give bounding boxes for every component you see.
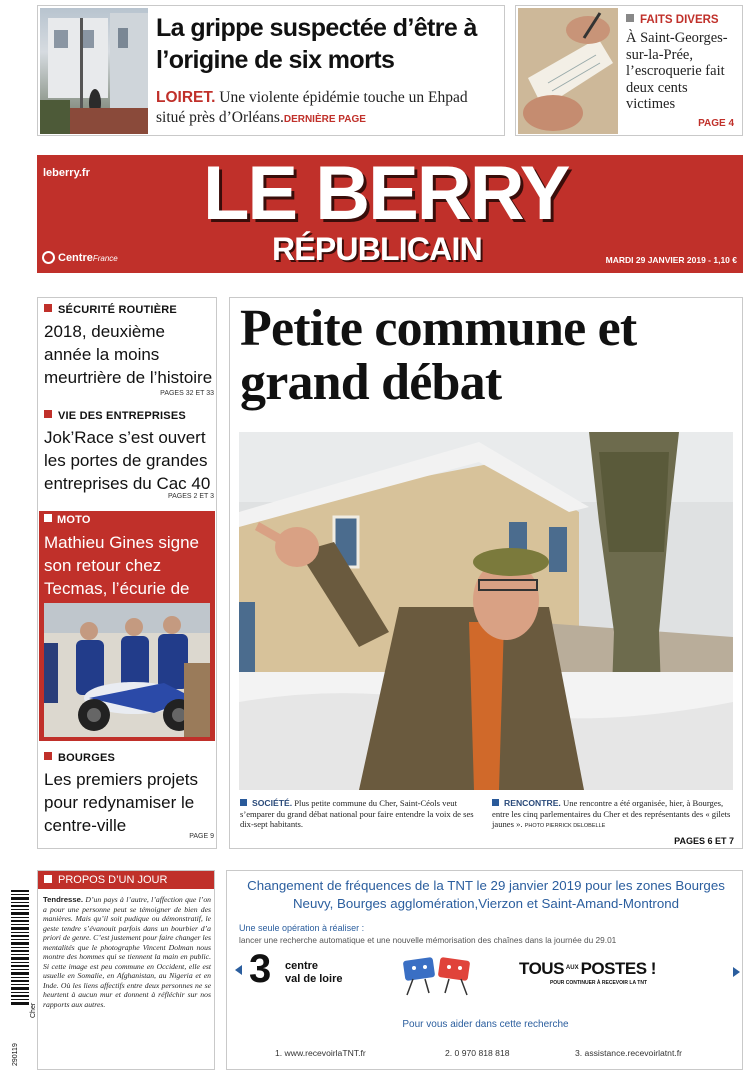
ad-link-2[interactable]: 2. 0 970 818 818 (445, 1048, 510, 1058)
logo3-sub: POUR CONTINUER À RECEVOIR LA TNT (549, 980, 647, 986)
sidebar-page-ref: PAGES 2 ET 3 (167, 493, 214, 500)
teaser-side-kicker (626, 14, 719, 26)
sidebar-item-bourges[interactable] (44, 752, 214, 840)
sidebar-kicker-label: VIE DES ENTREPRISES (58, 410, 186, 422)
lead-pages[interactable]: PAGES 6 ET 7 (674, 836, 734, 846)
barcode-icon (11, 888, 29, 1008)
teaser-main[interactable] (37, 5, 505, 136)
sidebar-kicker (39, 511, 215, 529)
sidebar-kicker-label: BOURGES (58, 752, 116, 764)
teaser-main-page[interactable]: DERNIÈRE PAGE (283, 114, 366, 125)
teaser-side-page[interactable]: PAGE 4 (698, 118, 734, 129)
square-icon (44, 875, 52, 883)
centre-france-logo (42, 251, 118, 264)
sidebar-headline[interactable]: Jok’Race s’est ouvert les portes de grandes entreprises du Cac 40 (44, 428, 211, 493)
sidebar-kicker (44, 752, 214, 764)
logo3-word2: POSTES ! (580, 959, 656, 978)
square-icon (44, 304, 52, 312)
ad-link-3[interactable]: 3. assistance.recevoirlatnt.fr (575, 1048, 682, 1058)
tv-characters-icon (399, 953, 479, 999)
square-icon (492, 799, 499, 806)
sidebar-kicker (44, 410, 214, 422)
photo-credit: PHOTO PIERRICK DELOBELLE (524, 823, 606, 830)
sidebar-headline[interactable]: Mathieu Gines signe son retour chez Tecmas, l’écurie de (44, 533, 199, 598)
ad-link-1[interactable]: 1. www.recevoirlaTNT.fr (275, 1048, 366, 1058)
masthead-site[interactable]: leberry.fr (43, 167, 90, 179)
propos-title: PROPOS D’UN JOUR (58, 874, 168, 886)
arrow-right-icon (733, 967, 740, 977)
teaser-side-text: À Saint-Georges-sur-la-Prée, l’escroquerie fait deux cents victimes (626, 30, 728, 112)
square-icon (626, 14, 634, 22)
propos-box (37, 870, 215, 1070)
sidebar-item-securite[interactable] (44, 304, 214, 397)
ad-title: Changement de fréquences de la TNT le 29 janvier 2019 pour les zones Bourges Neuvy, Bourges agglomération,Vierzon et Saint-Amand-Montrond (247, 878, 725, 911)
caption-left-kicker: SOCIÉTÉ. (252, 798, 293, 808)
sidebar-page-ref: PAGE 9 (189, 833, 214, 840)
teaser-side-kicker-label: FAITS DIVERS (640, 14, 719, 26)
sidebar-item-moto[interactable] (39, 511, 215, 741)
france3-line1: centre (285, 960, 319, 972)
logo3-word1: TOUS (519, 959, 564, 978)
caption-left-text: Plus petite commune du Cher, Saint-Céols veut s’emparer du grand débat national pour faire entendre la voix de ses dix-sept habitants. (240, 798, 474, 830)
caption-right (492, 798, 736, 832)
moto-photo (44, 603, 210, 737)
square-icon (240, 799, 247, 806)
sidebar-headline[interactable]: Les premiers projets pour redynamiser le centre-ville (44, 770, 199, 835)
propos-lead-word: Tendresse. (43, 895, 84, 904)
lead-photo[interactable] (239, 432, 733, 790)
teaser-photo-ehpad (40, 8, 148, 134)
sidebar-page-ref: PAGES 32 ET 33 (160, 390, 214, 397)
caption-right-text: Une rencontre a été organisée, hier, à Bourges, entre les cinq parlementaires du Cher et des représentants des « gilets jaunes ». (492, 798, 731, 830)
masthead-date: MARDI 29 JANVIER 2019 - 1,10 € (605, 255, 737, 265)
masthead-title: LE BERRY (203, 151, 569, 236)
caption-right-kicker: RENCONTRE. (504, 798, 561, 808)
ad-step-text: lancer une recherche automatique et une nouvelle mémorisation des chaînes dans la journée du 29.01 (239, 935, 617, 945)
tous-aux-postes-logo (519, 959, 659, 999)
centre-france-icon (42, 251, 55, 264)
teaser-main-body: Une violente épidémie touche un Ehpad situé près d’Orléans. (156, 89, 468, 126)
arrow-left-icon (235, 965, 242, 975)
propos-body: D’un pays à l’autre, l’affection que l’on a pour une personne peut se témoigner de bien des manières. Mais qu’il soit pudique ou démonstratif, le geste tendre s’évanouit parfois dans un bourbier d’a priori de genre. C’est justement pour faire changer les mentalités que le photographe Vincent Dolman nous montre des hommes qui se tiennent la main en public. Si cette image est peu commune en Occident, elle est usuelle en Somalie, en Afghanistan, au Nigeria et en Inde. Où les liens affectifs entre deux personnes ne se heurtent à aucun mur et donnent à réfléchir sur nos rapports aux autres. (43, 895, 212, 1010)
square-icon (44, 752, 52, 760)
tnt-ad[interactable] (226, 870, 743, 1070)
sidebar-headline[interactable]: 2018, deuxième année la moins meurtrière de l’histoire (44, 322, 213, 387)
group-suffix: France (92, 254, 118, 263)
caption-left (240, 798, 484, 830)
masthead-subtitle: RÉPUBLICAIN (272, 231, 482, 267)
france3-number: 3 (249, 947, 272, 991)
propos-title-bar (38, 871, 214, 889)
square-icon (44, 514, 52, 522)
group-name: Centre (58, 252, 93, 264)
france3-logo (235, 947, 375, 993)
teaser-main-headline[interactable]: La grippe suspectée d’être à l’origine de six morts (156, 14, 477, 74)
sidebar-kicker-label: SÉCURITÉ ROUTIÈRE (58, 304, 177, 316)
teaser-main-text (156, 88, 496, 130)
teaser-side[interactable] (515, 5, 743, 136)
sidebar (37, 297, 217, 849)
barcode (8, 888, 36, 1068)
sidebar-item-entreprises[interactable] (44, 410, 214, 500)
ad-help: Pour vous aider dans cette recherche (402, 1019, 569, 1030)
sidebar-kicker-label: MOTO (57, 514, 91, 526)
lead-story (229, 297, 743, 849)
barcode-number: 290119 (12, 1043, 19, 1066)
masthead (37, 151, 743, 273)
teaser-photo-cheque (518, 8, 618, 134)
sidebar-kicker (44, 304, 214, 316)
teaser-main-kicker: LOIRET. (156, 89, 216, 106)
logo3-small: AUX (565, 965, 579, 971)
propos-text (43, 895, 211, 1010)
lead-headline[interactable]: Petite commune et grand débat (240, 300, 637, 411)
square-icon (44, 410, 52, 418)
france3-line2: val de loire (285, 973, 343, 985)
ad-step-title: Une seule opération à réaliser : (239, 923, 365, 933)
barcode-edition: Cher (30, 1002, 37, 1018)
